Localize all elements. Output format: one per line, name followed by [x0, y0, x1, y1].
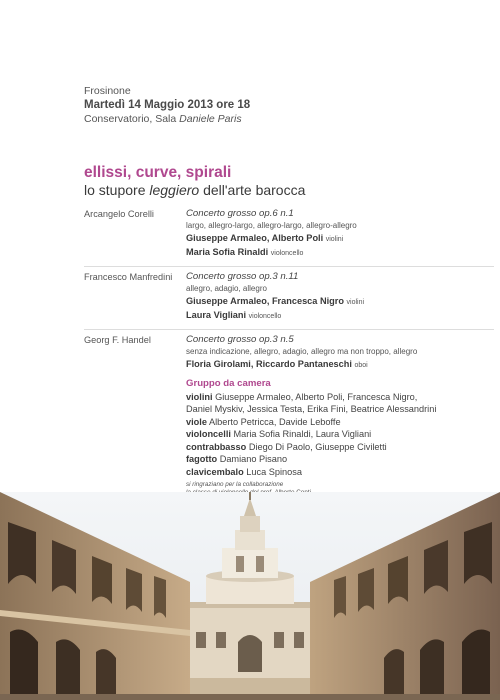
work-title: Concerto grosso op.3 n.11 [186, 271, 299, 282]
baroque-courtyard-photo [0, 492, 500, 700]
concert-subtitle: lo stupore leggiero dell'arte barocca [84, 182, 306, 198]
work-title: Concerto grosso op.3 n.5 [186, 334, 294, 345]
performer-line: Floria Girolami, Riccardo Pantaneschi oboi [186, 359, 368, 369]
ensemble-title: Gruppo da camera [186, 378, 271, 389]
performer-line: Maria Sofia Rinaldi violoncello [186, 247, 304, 257]
venue-hall-name: Daniele Paris [179, 113, 242, 125]
event-date: Martedì 14 Maggio 2013 ore 18 [84, 99, 251, 111]
concert-title [84, 164, 305, 199]
event-city: Frosinone [84, 85, 131, 97]
composer-name: Georg F. Handel [84, 335, 151, 345]
composer-name: Francesco Manfredini [84, 272, 173, 282]
ensemble-section: fagotto Damiano Pisano [186, 454, 288, 464]
event-header [84, 84, 250, 126]
acknowledgements: si ringraziano per la collaborazione [186, 481, 284, 488]
work-title: Concerto grosso op.6 n.1 [186, 208, 294, 219]
performer-line: Laura Vigliani violoncello [186, 310, 282, 320]
composer-name: Arcangelo Corelli [84, 209, 154, 219]
ensemble-section: violini Giuseppe Armaleo, Alberto Poli, Francesca Nigro, [186, 391, 418, 402]
work-movements: allegro, adagio, allegro [186, 284, 267, 293]
performer-line: Giuseppe Armaleo, Francesca Nigro violini [186, 296, 365, 306]
event-venue: Conservatorio, Sala Daniele Paris [84, 113, 242, 125]
ensemble-section: viole Alberto Petricca, Davide Leboffe [186, 416, 341, 427]
ensemble-list [186, 378, 494, 505]
divider [84, 329, 494, 330]
divider [84, 266, 494, 267]
ensemble-section: violoncelli Maria Sofia Rinaldi, Laura Vigliani [186, 429, 372, 439]
ensemble-section: Daniel Myskiv, Jessica Testa, Erika Fini, Beatrice Alessandrini [186, 404, 437, 414]
work-movements: senza indicazione, allegro, adagio, allegro ma non troppo, allegro [186, 347, 418, 356]
program [84, 208, 494, 505]
ensemble-section: contrabbasso Diego Di Paolo, Giuseppe Civiletti [186, 441, 387, 452]
performer-line: Giuseppe Armaleo, Alberto Poli violini [186, 233, 344, 243]
ensemble-section: clavicembalo Luca Spinosa [186, 466, 302, 477]
work-movements: largo, allegro-largo, allegro-largo, allegro-allegro [186, 221, 357, 230]
program-piece [84, 208, 494, 260]
program-piece [84, 334, 494, 372]
concert-title-main: ellissi, curve, spirali [84, 164, 232, 181]
program-piece [84, 271, 494, 323]
